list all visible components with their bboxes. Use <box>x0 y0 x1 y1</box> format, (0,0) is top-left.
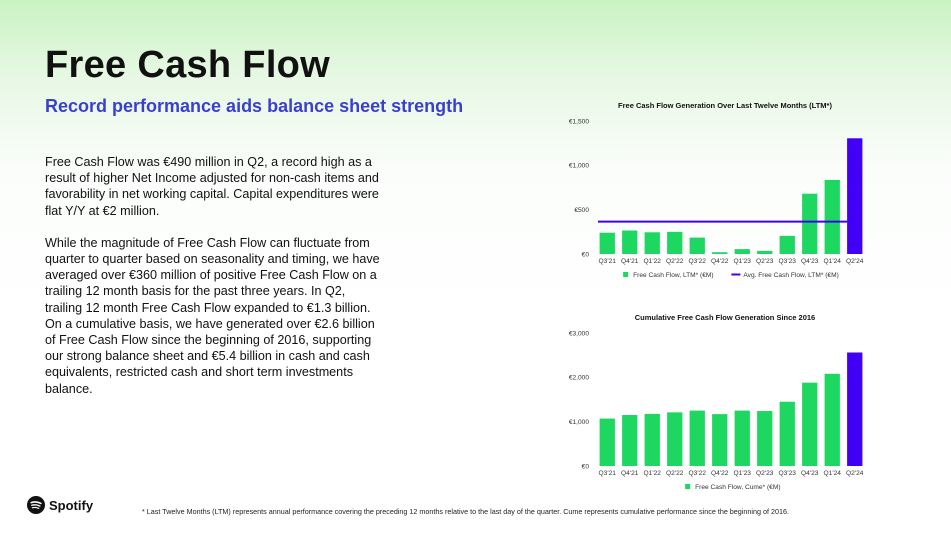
x-tick-label: Q3'23 <box>778 258 796 265</box>
chart-title: Free Cash Flow Generation Over Last Twelve Months (LTM*) <box>618 101 832 110</box>
slide-title: Free Cash Flow <box>45 44 331 86</box>
x-tick-label: Q1'23 <box>733 470 751 477</box>
bar <box>802 194 817 254</box>
cumulative-fcf-chart <box>548 310 878 502</box>
x-tick-label: Q3'22 <box>688 470 706 477</box>
x-tick-label: Q2'22 <box>666 470 684 477</box>
paragraph-2: While the magnitude of Free Cash Flow can fluctuate from quarter to quarter based on seasonality and timing, we have averaged over €360 million of positive Free Cash Flow on a trailing 12 month basis for the past three years. In Q2, trailing 12 month Free Cash Flow expanded to €1.3 billion. On a cumulative basis, we have generated over €2.6 billion of Free Cash Flow since the beginning of 2016, supporting our strong balance sheet and €5.4 billion in cash and cash equivalents, restricted cash and short term investments balance. <box>45 235 380 396</box>
spotify-wordmark: Spotify <box>49 497 94 513</box>
bar <box>825 374 840 466</box>
spotify-icon <box>27 496 45 514</box>
bar <box>780 236 795 254</box>
x-tick-label: Q3'23 <box>778 470 796 477</box>
x-tick-label: Q1'22 <box>643 470 661 477</box>
y-tick-label: €2,000 <box>568 374 589 382</box>
bar <box>690 411 705 466</box>
x-tick-label: Q4'21 <box>621 470 639 477</box>
footnote: * Last Twelve Months (LTM) represents annual performance covering the preceding 12 months relative to the last day of the quarter. Cume represents cumulative performance since the beginning of 2016. <box>142 507 789 516</box>
y-tick-label: €1,500 <box>568 118 589 126</box>
x-tick-label: Q2'23 <box>756 258 774 265</box>
legend-label: Avg. Free Cash Flow, LTM* (€M) <box>743 272 839 279</box>
y-tick-label: €500 <box>574 206 589 214</box>
bar <box>735 249 750 254</box>
bar <box>600 233 615 254</box>
bar <box>600 419 615 466</box>
legend-swatch <box>685 484 690 489</box>
bar <box>735 411 750 466</box>
x-tick-label: Q3'21 <box>598 258 616 265</box>
x-tick-label: Q1'23 <box>733 258 751 265</box>
x-tick-label: Q4'22 <box>711 258 729 265</box>
x-tick-label: Q1'24 <box>823 470 841 477</box>
x-tick-label: Q4'22 <box>711 470 729 477</box>
bar <box>622 415 637 466</box>
bar <box>802 383 817 466</box>
slide-subtitle: Record performance aids balance sheet strength <box>45 96 464 116</box>
bar <box>622 231 637 254</box>
bar <box>712 252 727 254</box>
legend-label: Free Cash Flow, LTM* (€M) <box>633 272 714 279</box>
x-tick-label: Q3'22 <box>688 258 706 265</box>
legend-swatch <box>623 272 628 277</box>
bar <box>757 251 772 254</box>
chart-title: Cumulative Free Cash Flow Generation Since 2016 <box>634 313 816 322</box>
bar <box>757 411 772 466</box>
y-tick-label: €0 <box>581 463 589 471</box>
x-tick-label: Q4'23 <box>801 258 819 265</box>
x-tick-label: Q2'24 <box>846 470 864 477</box>
x-tick-label: Q2'24 <box>846 258 864 265</box>
bar <box>712 414 727 466</box>
x-tick-label: Q4'23 <box>801 470 819 477</box>
bar <box>780 402 795 466</box>
bar <box>667 412 682 466</box>
spotify-logo <box>27 496 93 514</box>
x-tick-label: Q1'24 <box>823 258 841 265</box>
bar <box>847 138 862 254</box>
bar <box>690 238 705 254</box>
x-tick-label: Q4'21 <box>621 258 639 265</box>
body-text <box>45 154 385 413</box>
x-tick-label: Q2'23 <box>756 470 774 477</box>
bar <box>645 414 660 466</box>
bar <box>825 180 840 254</box>
bar <box>645 232 660 254</box>
bar <box>667 232 682 254</box>
x-tick-label: Q1'22 <box>643 258 661 265</box>
paragraph-1: Free Cash Flow was €490 million in Q2, a record high as a result of higher Net Income adjusted for non-cash items and favorability in net working capital. Capital expenditures were flat Y/Y at €2 million. <box>45 155 379 218</box>
y-tick-label: €1,000 <box>568 418 589 426</box>
bar <box>847 353 862 466</box>
x-tick-label: Q2'22 <box>666 258 684 265</box>
y-tick-label: €3,000 <box>568 330 589 338</box>
ltm-fcf-chart <box>548 98 878 290</box>
x-tick-label: Q3'21 <box>598 470 616 477</box>
y-tick-label: €1,000 <box>568 162 589 170</box>
legend-label: Free Cash Flow, Cume* (€M) <box>695 484 781 491</box>
y-tick-label: €0 <box>581 251 589 259</box>
